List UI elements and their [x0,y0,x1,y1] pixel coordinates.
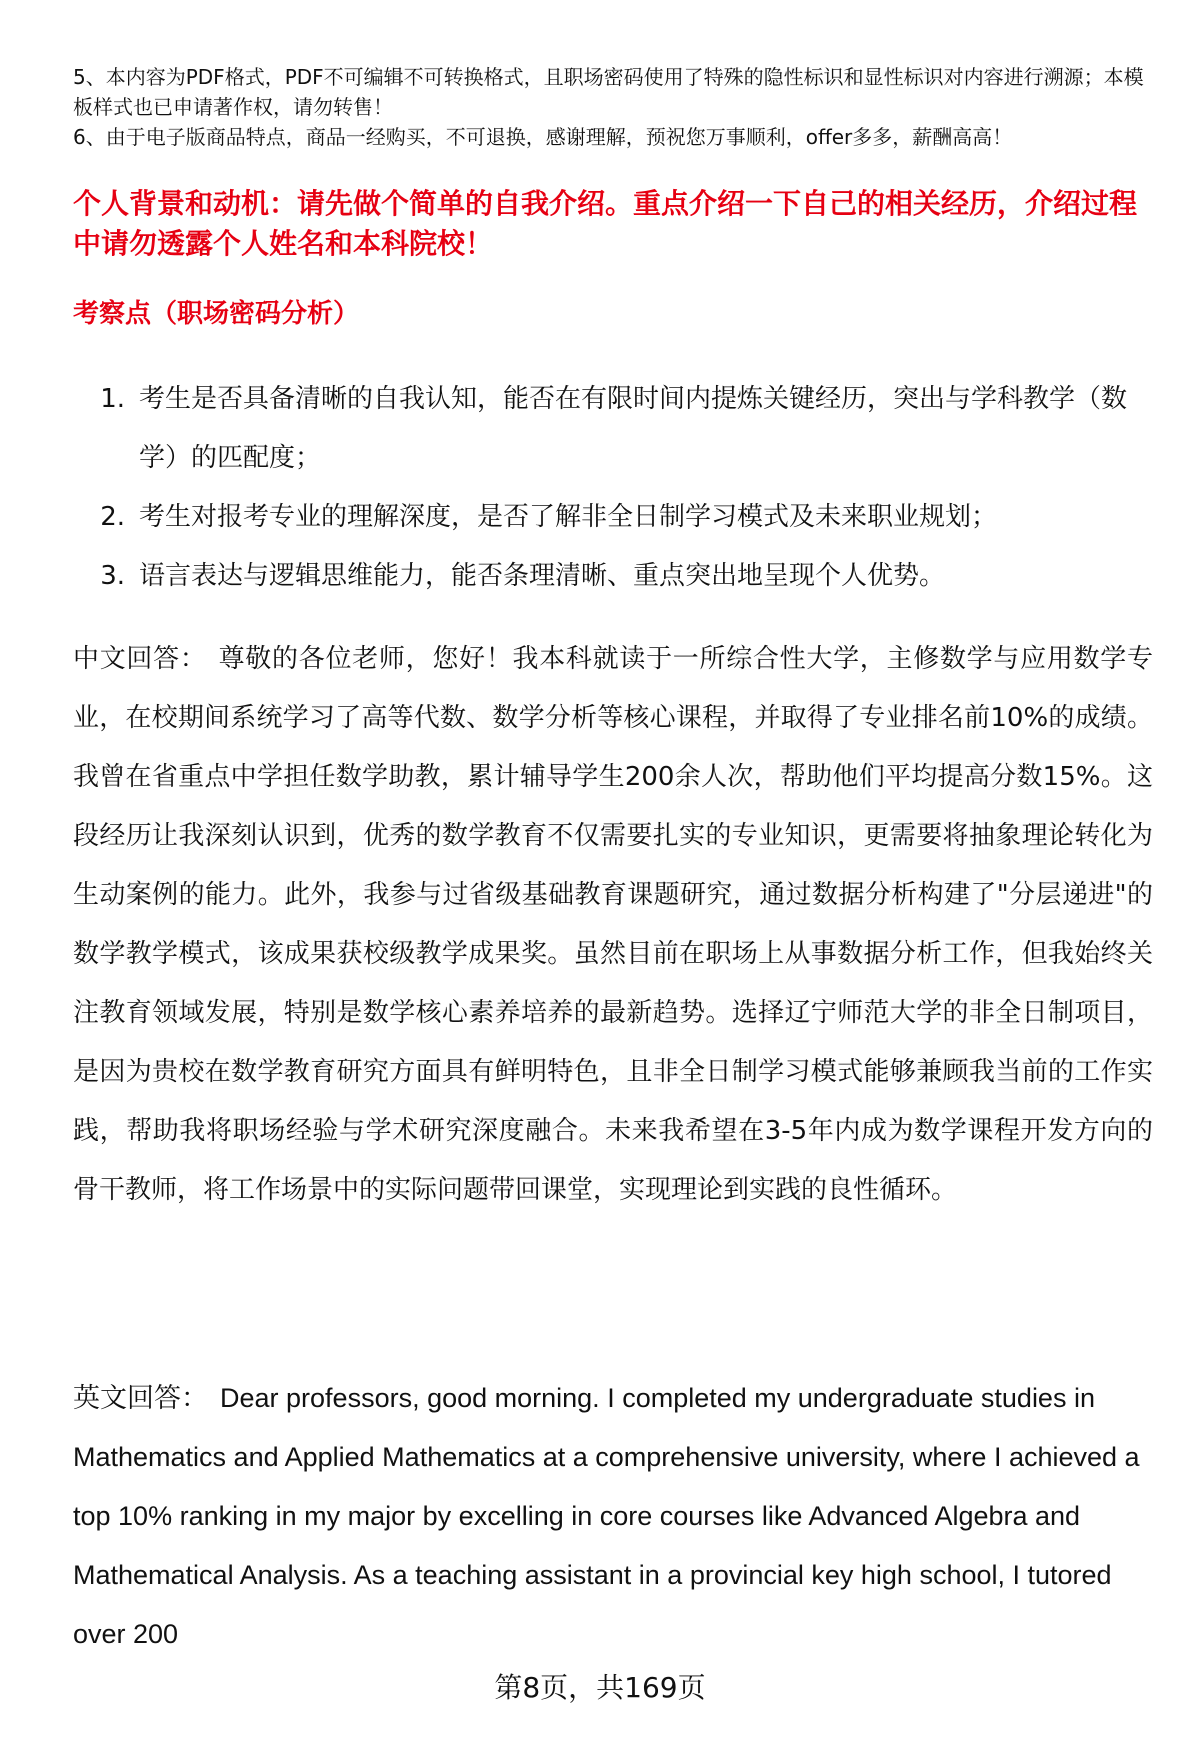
focus-heading: 考察点（职场密码分析） [73,299,360,329]
list-number: 1. [100,384,125,414]
list-item [73,547,1153,606]
list-item [73,370,1153,488]
list-number: 2. [100,502,125,532]
list-text: 考生是否具备清晰的自我认知，能否在有限时间内提炼关键经历，突出与学科教学（数学）的匹配度； [139,384,1128,473]
chinese-answer [73,630,1153,1220]
chinese-answer-text: 尊敬的各位老师，您好！我本科就读于一所综合性大学，主修数学与应用数学专业，在校期间系统学习了高等代数、数学分析等核心课程，并取得了专业排名前10%的成绩。我曾在省重点中学担任数学助教，累计辅导学生200余人次，帮助他们平均提高分数15%。这段经历让我深刻认识到，优秀的数学教育不仅需要扎实的专业知识，更需要将抽象理论转化为生动案例的能力。此外，我参与过省级基础教育课题研究，通过数据分析构建了"分层递进"的数学教学模式，该成果获校级教学成果奖。虽然目前在职场上从事数据分析工作，但我始终关注教育领域发展，特别是数学核心素养培养的最新趋势。选择辽宁师范大学的非全日制项目，是因为贵校在数学教育研究方面具有鲜明特色，且非全日制学习模式能够兼顾我当前的工作实践，帮助我将职场经验与学术研究深度融合。未来我希望在3-5年内成为数学课程开发方向的骨干教师，将工作场景中的实际问题带回课堂，实现理论到实践的良性循环。 [73,644,1153,1205]
english-answer-label: 英文回答： [73,1383,208,1413]
list-text: 语言表达与逻辑思维能力，能否条理清晰、重点突出地呈现个人优势。 [139,561,946,591]
list-item [73,488,1153,547]
list-number: 3. [100,561,125,591]
english-answer [73,1369,1153,1664]
english-answer-text: Dear professors, good morning. I completed my undergraduate studies in Mathematics and Applied Mathematics at a comprehensive university, where I achieved a top 10% ranking in my major by excelling in core courses like Advanced Algebra and Mathematical Analysis. As a teaching assistant in a provincial key high school, I tutored over 200 [73,1383,1140,1649]
focus-list [73,370,1153,606]
notice-6: 6、由于电子版商品特点，商品一经购买，不可退换，感谢理解，预祝您万事顺利，offer多多，薪酬高高！ [73,125,1013,149]
page-number: 第8页，共169页 [494,1671,706,1704]
chinese-answer-label: 中文回答： [73,644,207,674]
list-text: 考生对报考专业的理解深度，是否了解非全日制学习模式及未来职业规划； [139,502,998,532]
notice-5: 5、本内容为PDF格式，PDF不可编辑不可转换格式，且职场密码使用了特殊的隐性标识和显性标识对内容进行溯源；本模板样式也已申请著作权，请勿转售！ [73,65,1144,119]
question-heading: 个人背景和动机：请先做个简单的自我介绍。重点介绍一下自己的相关经历，介绍过程中请勿透露个人姓名和本科院校！ [73,187,1138,260]
notice-block [73,62,1153,152]
